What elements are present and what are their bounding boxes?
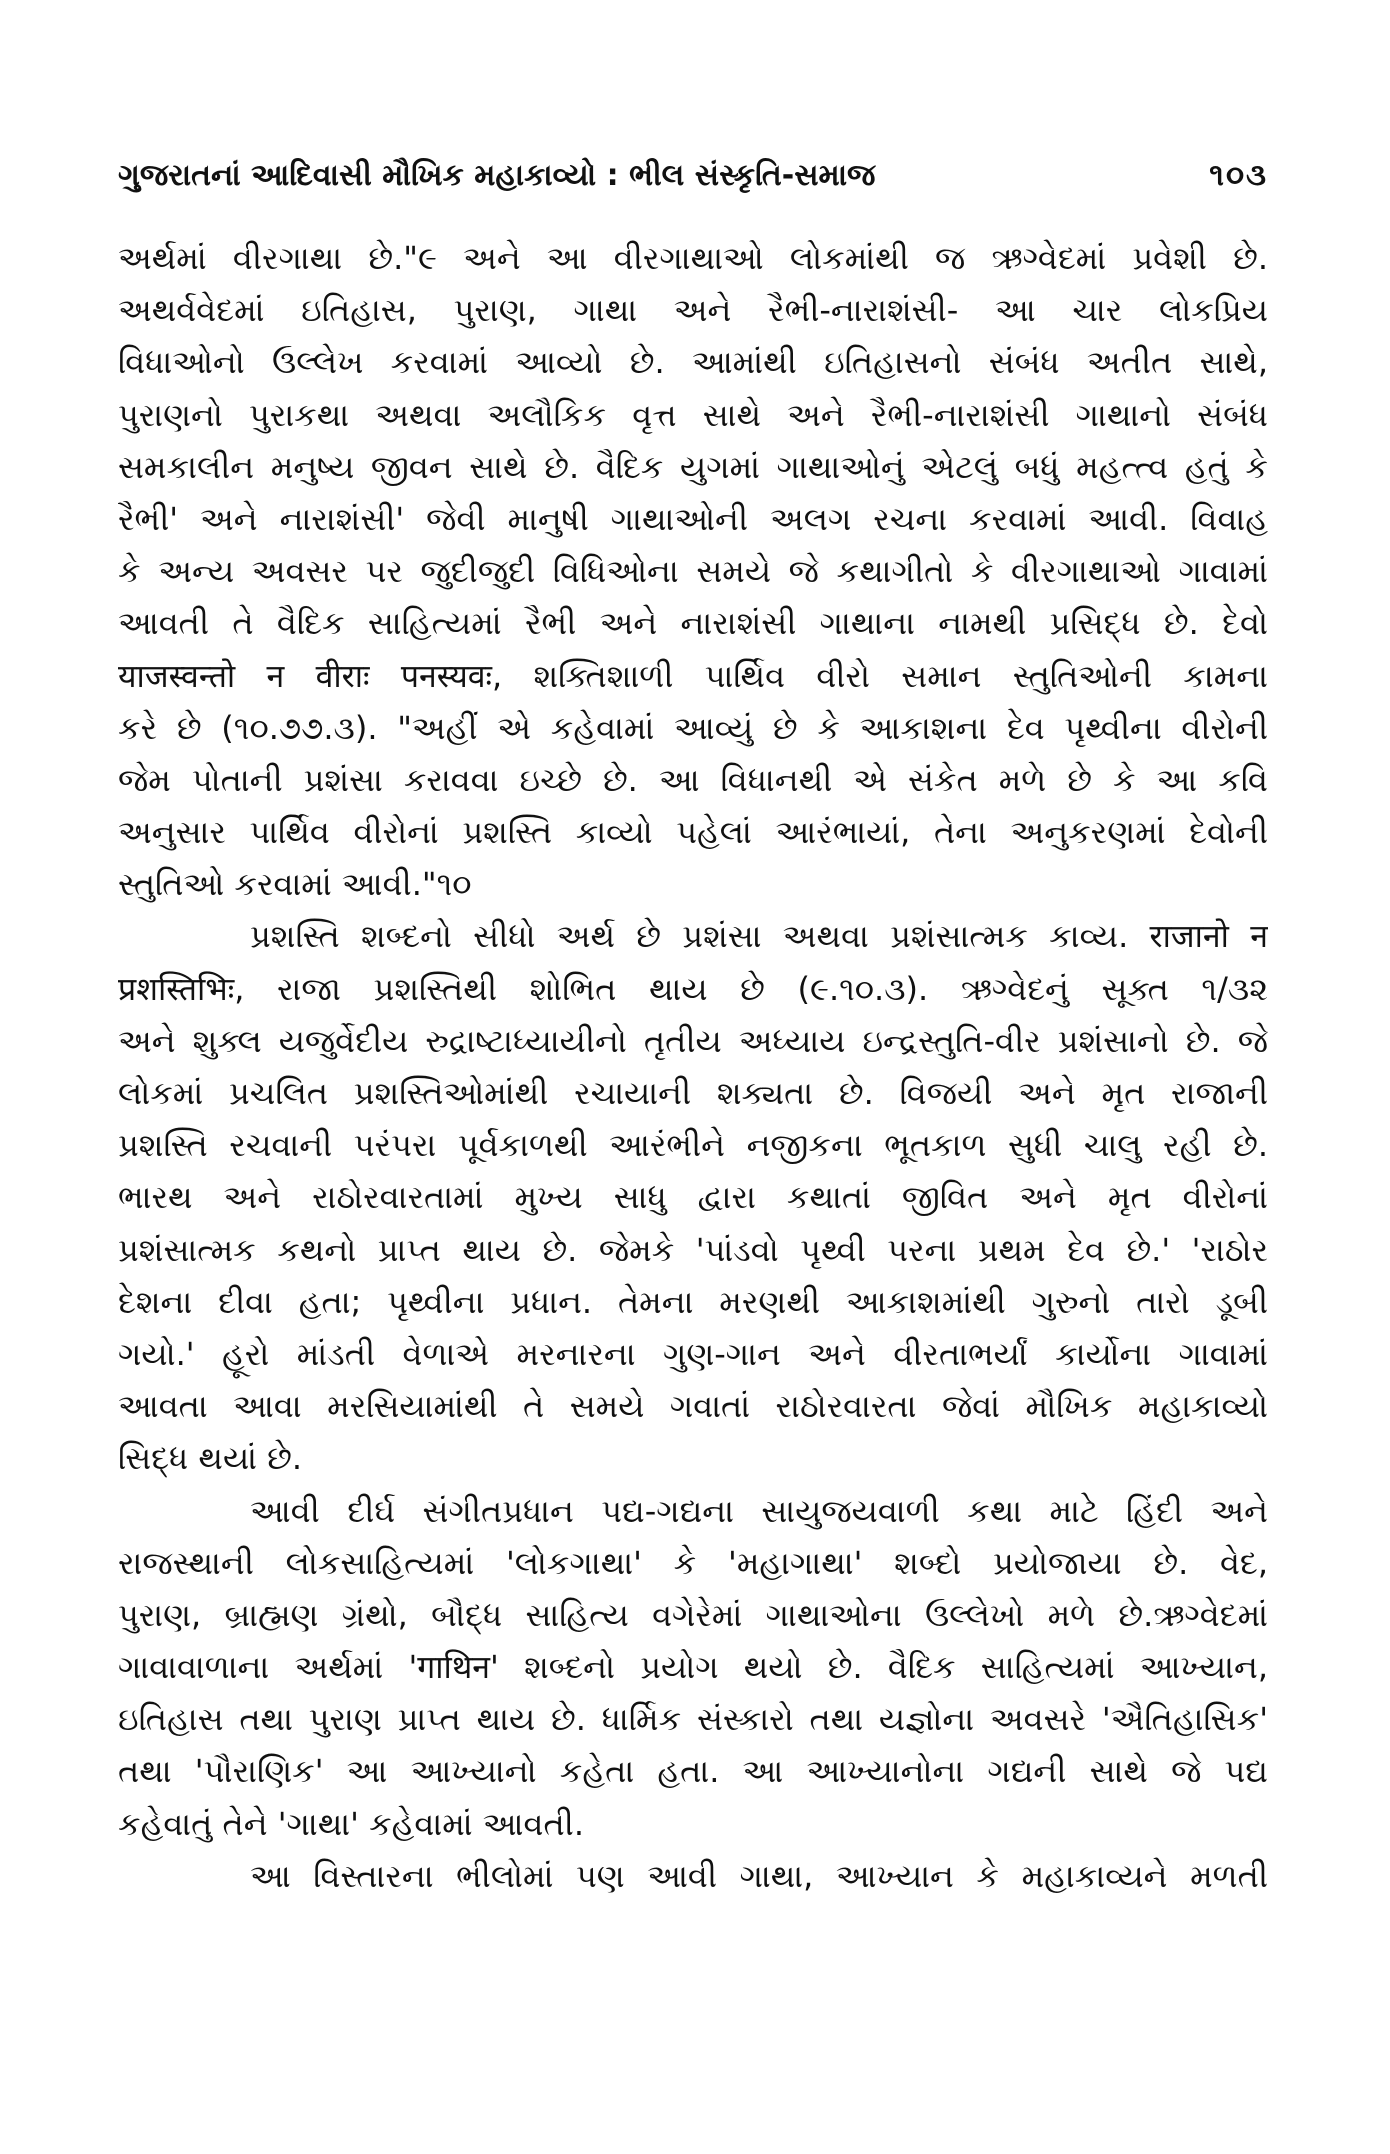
text-line: દેશના દીવા હતા; પૃથ્વીના પ્રધાન. તેમના મરણથી આકાશમાંથી ગુરુનો તારો ડૂબી [118,1282,1268,1321]
page-number: ૧૦૩ [1209,157,1268,193]
text-line: અનુસાર પાર્થિવ વીરોનાં પ્રશસ્તિ કાવ્યો પહેલાં આરંભાયાં, તેના અનુકરણમાં દેવોની [118,813,1268,852]
text-line: કે અન્ય અવસર પર જુદીજુદી વિધિઓના સમયે જે કથાગીતો કે વીરગાથાઓ ગાવામાં [118,552,1268,591]
text-line: ઇતિહાસ તથા પુરાણ પ્રાપ્ત થાય છે. ધાર્મિક સંસ્કારો તથા યજ્ઞોના અવસરે 'ઐતિહાસિક' [118,1700,1268,1739]
text-line: રૈભી' અને નારાશંસી' જેવી માનુષી ગાથાઓની અલગ રચના કરવામાં આવી. વિવાહ [118,499,1268,538]
paragraph-first-line: પ્રશસ્તિ શબ્દનો સીધો અર્થ છે પ્રશંસા અથવા પ્રશંસાત્મક કાવ્ય. राजानो न [250,917,1268,956]
text-line: અથર્વવેદમાં ઇતિહાસ, પુરાણ, ગાથા અને રૈભી-નારાશંસી- આ ચાર લોકપ્રિય [118,291,1268,330]
paragraph-first-line: આવી દીર્ઘ સંગીતપ્રધાન પદ્ય-ગદ્યના સાયુજયવાળી કથા માટે હિંદી અને [250,1491,1268,1530]
text-line: સ્તુતિઓ કરવામાં આવી."૧૦ [118,865,472,904]
paragraph-first-line: આ વિસ્તારના ભીલોમાં પણ આવી ગાથા, આખ્યાન કે મહાકાવ્યને મળતી [250,1856,1268,1895]
text-line: ભારથ અને રાઠોરવારતામાં મુખ્ય સાધુ દ્વારા કથાતાં જીવિત અને મૃત વીરોનાં [118,1178,1268,1217]
text-line: પુરાણનો પુરાકથા અથવા અલૌકિક વૃત્ત સાથે અને રૈભી-નારાશંસી ગાથાનો સંબંધ [118,395,1268,434]
text-line: ગાવાવાળાના અર્થમાં 'गाथिन' શબ્દનો પ્રયોગ થયો છે. વૈદિક સાહિત્યમાં આખ્યાન, [118,1648,1268,1687]
text-line: याजस्वन्तो न वीराः पनस्यवः, શક્તિશાળી પાર્થિવ વીરો સમાન સ્તુતિઓની કામના [118,656,1268,695]
text-line: કહેવાતું તેને 'ગાથા' કહેવામાં આવતી. [118,1804,584,1843]
text-line: વિધાઓનો ઉલ્લેખ કરવામાં આવ્યો છે. આમાંથી ઇતિહાસનો સંબંધ અતીત સાથે, [118,343,1268,382]
text-line: તથા 'પૌરાણિક' આ આખ્યાનો કહેતા હતા. આ આખ્યાનોના ગદ્યની સાથે જે પદ્ય [118,1752,1268,1791]
text-line: પુરાણ, બ્રાહ્મણ ગ્રંથો, બૌદ્ધ સાહિત્ય વગેરેમાં ગાથાઓના ઉલ્લેખો મળે છે.ઋગ્વેદમાં [118,1595,1268,1634]
text-line: જેમ પોતાની પ્રશંસા કરાવવા ઇચ્છે છે. આ વિધાનથી એ સંકેત મળે છે કે આ કવિ [118,760,1268,799]
text-line: કરે છે (૧૦.૭૭.૩). "અહીં એ કહેવામાં આવ્યું છે કે આકાશના દેવ પૃથ્વીના વીરોની [118,708,1268,747]
text-line: પ્રશંસાત્મક કથનો પ્રાપ્ત થાય છે. જેમકે 'પાંડવો પૃથ્વી પરના પ્રથમ દેવ છે.' 'રાઠોર [118,1230,1268,1269]
text-line: સિદ્ધ થયાં છે. [118,1439,303,1478]
page-header [118,150,1268,200]
text-line: અર્થમાં વીરગાથા છે."૯ અને આ વીરગાથાઓ લોકમાંથી જ ઋગ્વેદમાં પ્રવેશી છે. [118,239,1268,277]
text-line: પ્રશસ્તિ રચવાની પરંપરા પૂર્વકાળથી આરંભીને નજીકના ભૂતકાળ સુધી ચાલુ રહી છે. [118,1126,1268,1165]
text-line: લોકમાં પ્રચલિત પ્રશસ્તિઓમાંથી રચાયાની શક્યતા છે. વિજયી અને મૃત રાજાની [118,1074,1268,1112]
text-line: આવતા આવા મરસિયામાંથી તે સમયે ગવાતાં રાઠોરવારતા જેવાં મૌખિક મહાકાવ્યો [118,1387,1268,1426]
text-line: प्रशस्तिभिः, રાજા પ્રશસ્તિથી શોભિત થાય છે (૯.૧૦.૩). ઋગ્વેદનું સૂક્ત ૧/૩૨ [118,969,1268,1008]
text-line: આવતી તે વૈદિક સાહિત્યમાં રૈભી અને નારાશંસી ગાથાના નામથી પ્રસિદ્ધ છે. દેવો [118,604,1268,643]
text-line: રાજસ્થાની લોકસાહિત્યમાં 'લોકગાથા' કે 'મહાગાથા' શબ્દો પ્રયોજાયા છે. વેદ, [118,1543,1268,1582]
text-line: સમકાલીન મનુષ્ય જીવન સાથે છે. વૈદિક યુગમાં ગાથાઓનું એટલું બધું મહત્ત્વ હતું કે [118,447,1268,486]
text-line: અને શુક્લ યજુર્વેદીય રુદ્રાષ્ટાધ્યાયીનો તૃતીય અધ્યાય ઇન્દ્રસ્તુતિ-વીર પ્રશંસાનો છે. જે [118,1021,1268,1060]
running-title: ગુજરાતનાં આદિવાસી મૌખિક મહાકાવ્યો : ભીલ સંસ્કૃતિ-સમાજ [118,157,876,193]
text-line: ગયો.' હૂરો માંડતી વેળાએ મરનારના ગુણ-ગાન અને વીરતાભર્યાં કાર્યોના ગાવામાં [118,1334,1268,1373]
body-text [118,232,1268,1902]
